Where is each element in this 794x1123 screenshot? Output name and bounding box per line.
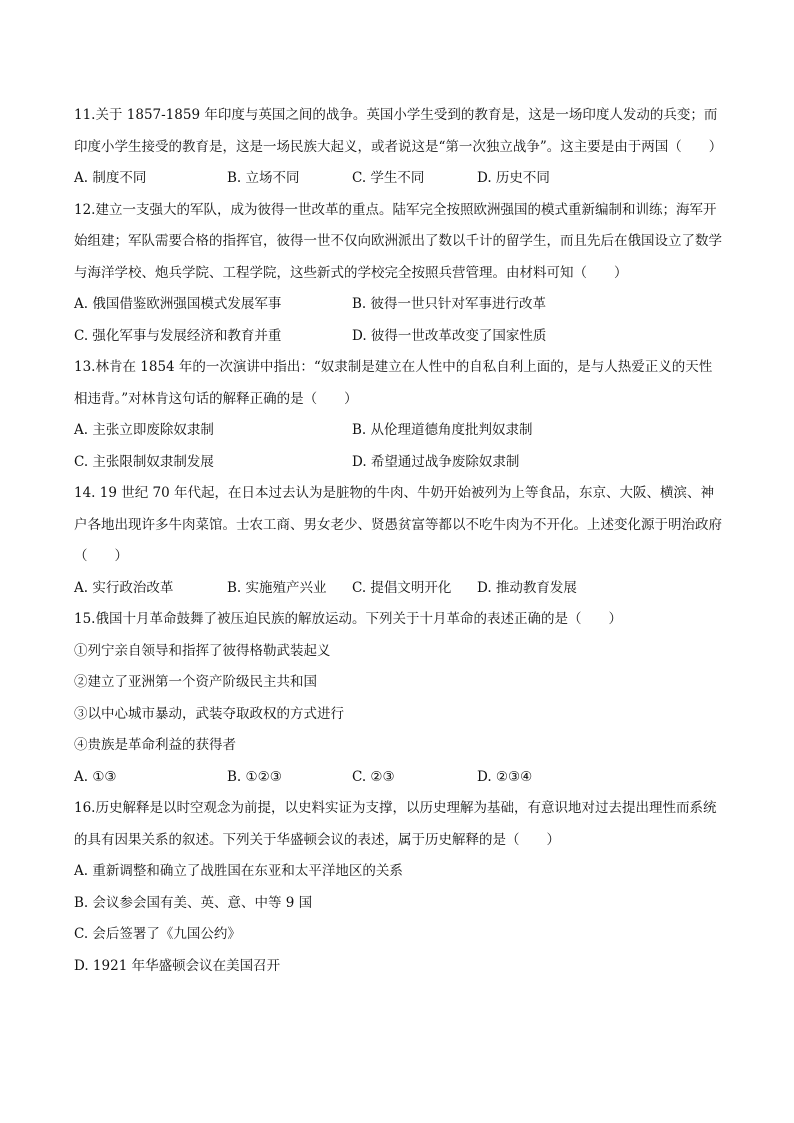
question-12-options-cd: [74, 321, 724, 353]
question-13-options-cd: [74, 447, 724, 479]
option-d: D. 历史不同: [477, 170, 550, 186]
option-c: C. 会后签署了《九国公约》: [74, 926, 241, 942]
statement-4: ④贵族是革命利益的获得者: [74, 737, 236, 753]
question-15-options: [74, 762, 724, 794]
question-11-stem: 11.关于 1857-1859 年印度与英国之间的战争。英国小学生受到的教育是，这是一场印度人发动的兵变；而印度小学生接受的教育是，这是一场民族大起义，或者说这是“第一次独立战争”。这主要是由于两国（ ）: [74, 107, 723, 155]
option-c: C. 强化军事与发展经济和教育并重: [74, 327, 282, 344]
question-16-stem: 16.历史解释是以时空观念为前提，以史料实证为支撑，以历史理解为基础，有意识地对过去提出理性而系统的具有因果关系的叙述。下列关于华盛顿会议的表述，属于历史解释的是（ ）: [74, 800, 717, 848]
option-b: B. 实施殖产兴业: [227, 579, 327, 596]
statement-3: ③以中心城市暴动，武装夺取政权的方式进行: [74, 705, 344, 722]
option-b: B. 立场不同: [227, 170, 300, 186]
option-c: C. ②③: [352, 768, 395, 785]
option-a: A. 俄国借鉴欧洲强国模式发展军事: [74, 296, 282, 312]
question-14-options: [74, 573, 724, 605]
question-13-options-ab: [74, 415, 724, 447]
option-a: A. 主张立即废除奴隶制: [74, 422, 214, 438]
question-11-options: [74, 163, 724, 195]
option-c: C. 提倡文明开化: [352, 579, 452, 596]
option-a: A. ①③: [74, 768, 117, 785]
question-12-stem: 12.建立一支强大的军队，成为彼得一世改革的重点。陆军完全按照欧洲强国的模式重新编制和训练；海军开始组建；军队需要合格的指挥官，彼得一世不仅向欧洲派出了数以千计的留学生，而且先后在俄国设立了数学与海洋学校、炮兵学院、工程学院，这些新式的学校完全按照兵营管理。由材料可知（ ）: [74, 201, 722, 281]
question-12-options-ab: [74, 289, 724, 321]
question-13-stem: 13.林肯在 1854 年的一次演讲中指出：“奴隶制是建立在人性中的自私自利上面的，是与人热爱正义的天性相违背。”对林肯这句话的解释正确的是（ ）: [74, 359, 713, 407]
option-c: C. 主张限制奴隶制发展: [74, 453, 214, 470]
statement-1: ①列宁亲自领导和指挥了彼得格勒武装起义: [74, 642, 331, 659]
option-d: D. 推动教育发展: [477, 579, 577, 596]
option-a: A. 制度不同: [74, 170, 147, 186]
option-b: B. 从伦理道德角度批判奴隶制: [352, 422, 533, 438]
option-a: A. 重新调整和确立了战胜国在东亚和太平洋地区的关系: [74, 863, 403, 879]
option-b: B. 会议参会国有美、英、意、中等 9 国: [74, 894, 313, 911]
option-d: D. 希望通过战争废除奴隶制: [352, 453, 520, 470]
question-14-stem: 14. 19 世纪 70 年代起，在日本过去认为是脏物的牛肉、牛奶开始被列为上等食品，东京、大阪、横滨、神户各地出现许多牛肉菜馆。士农工商、男女老少、贤愚贫富等都以不吃牛肉为不开化。上述变化源于明治政府（ ）: [74, 485, 722, 564]
option-b: B. 彼得一世只针对军事进行改革: [352, 296, 547, 312]
option-b: B. ①②③: [227, 768, 282, 785]
option-c: C. 学生不同: [352, 170, 425, 186]
option-a: A. 实行政治改革: [74, 579, 174, 596]
question-15-stem: 15.俄国十月革命鼓舞了被压迫民族的解放运动。下列关于十月革命的表述正确的是（ ）: [74, 611, 622, 627]
statement-2: ②建立了亚洲第一个资产阶级民主共和国: [74, 674, 317, 690]
option-d: D. 彼得一世改革改变了国家性质: [352, 327, 547, 344]
option-d: D. ②③④: [477, 768, 533, 785]
exam-page: [74, 100, 724, 982]
option-d: D. 1921 年华盛顿会议在美国召开: [74, 957, 281, 974]
